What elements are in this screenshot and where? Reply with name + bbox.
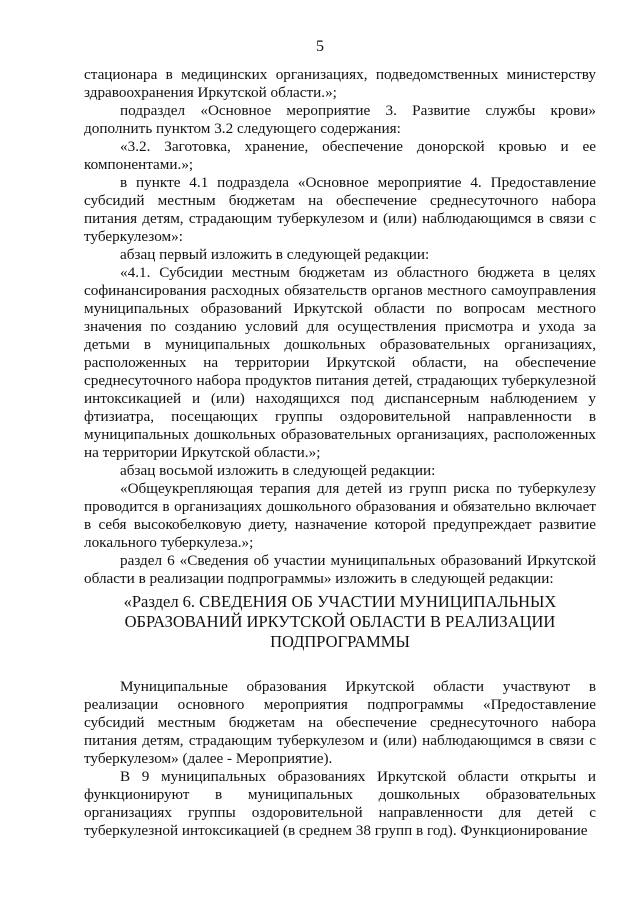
document-body xyxy=(84,66,596,840)
paragraph: «3.2. Заготовка, хранение, обеспечение донорской кровью и ее компонентами.»; xyxy=(84,138,596,173)
paragraphs-before xyxy=(84,66,596,588)
paragraph: Муниципальные образования Иркутской области участвуют в реализации основного мероприятия подпрограммы «Предоставление субсидий местным бюджетам на обеспечение среднесуточного набора питания детям, страдающим туберкулезом и (или) наблюдающимся в связи с туберкулезом» (далее - Мероприятие). xyxy=(84,678,596,767)
paragraph: «4.1. Субсидии местным бюджетам из областного бюджета в целях софинансирования расходных обязательств органов местного самоуправления муниципальных образований Иркутской области по вопросам местного значения по созданию условий для осуществления присмотра и ухода за детьми в муниципальных дошкольных образовательных организациях, расположенных на территории Иркутской области, на обеспечение среднесуточного набора продуктов питания детей, страдающих туберкулезной интоксикацией и (или) находящихся под диспансерным наблюдением у фтизиатра, посещающих группы оздоровительной направленности в муниципальных дошкольных образовательных организациях, расположенных на территории Иркутской области.»; xyxy=(84,264,596,461)
section-heading: «Раздел 6. СВЕДЕНИЯ ОБ УЧАСТИИ МУНИЦИПАЛЬНЫХ ОБРАЗОВАНИЙ ИРКУТСКОЙ ОБЛАСТИ В РЕАЛИЗАЦИИ ПОДПРОГРАММЫ xyxy=(123,592,557,651)
paragraph: подраздел «Основное мероприятие 3. Развитие службы крови» дополнить пунктом 3.2 следующего содержания: xyxy=(84,102,596,137)
paragraph: абзац первый изложить в следующей редакции: xyxy=(120,246,430,263)
page-number: 5 xyxy=(316,38,324,55)
paragraph: абзац восьмой изложить в следующей редакции: xyxy=(120,462,436,479)
paragraphs-after xyxy=(84,678,596,840)
paragraph: раздел 6 «Сведения об участии муниципальных образований Иркутской области в реализации подпрограммы» изложить в следующей редакции: xyxy=(84,552,596,587)
spacer xyxy=(84,652,596,678)
paragraph: в пункте 4.1 подраздела «Основное мероприятие 4. Предоставление субсидий местным бюджетам на обеспечение среднесуточного набора питания детям, страдающим туберкулезом и (или) наблюдающимся в связи с туберкулезом»: xyxy=(84,174,596,245)
paragraph: «Общеукрепляющая терапия для детей из групп риска по туберкулезу проводится в организациях дошкольного образования и обязательно включает в себя высокобелковую диету, назначение которой предупреждает развитие локального туберкулеза.»; xyxy=(84,480,596,551)
paragraph: В 9 муниципальных образованиях Иркутской области открыты и функционируют в муниципальных дошкольных образовательных организациях группы оздоровительной направленности для детей с туберкулезной интоксикацией (в среднем 38 групп в год). Функционирование xyxy=(84,768,596,839)
paragraph: стационара в медицинских организациях, подведомственных министерству здравоохранения Иркутской области.»; xyxy=(84,66,596,101)
